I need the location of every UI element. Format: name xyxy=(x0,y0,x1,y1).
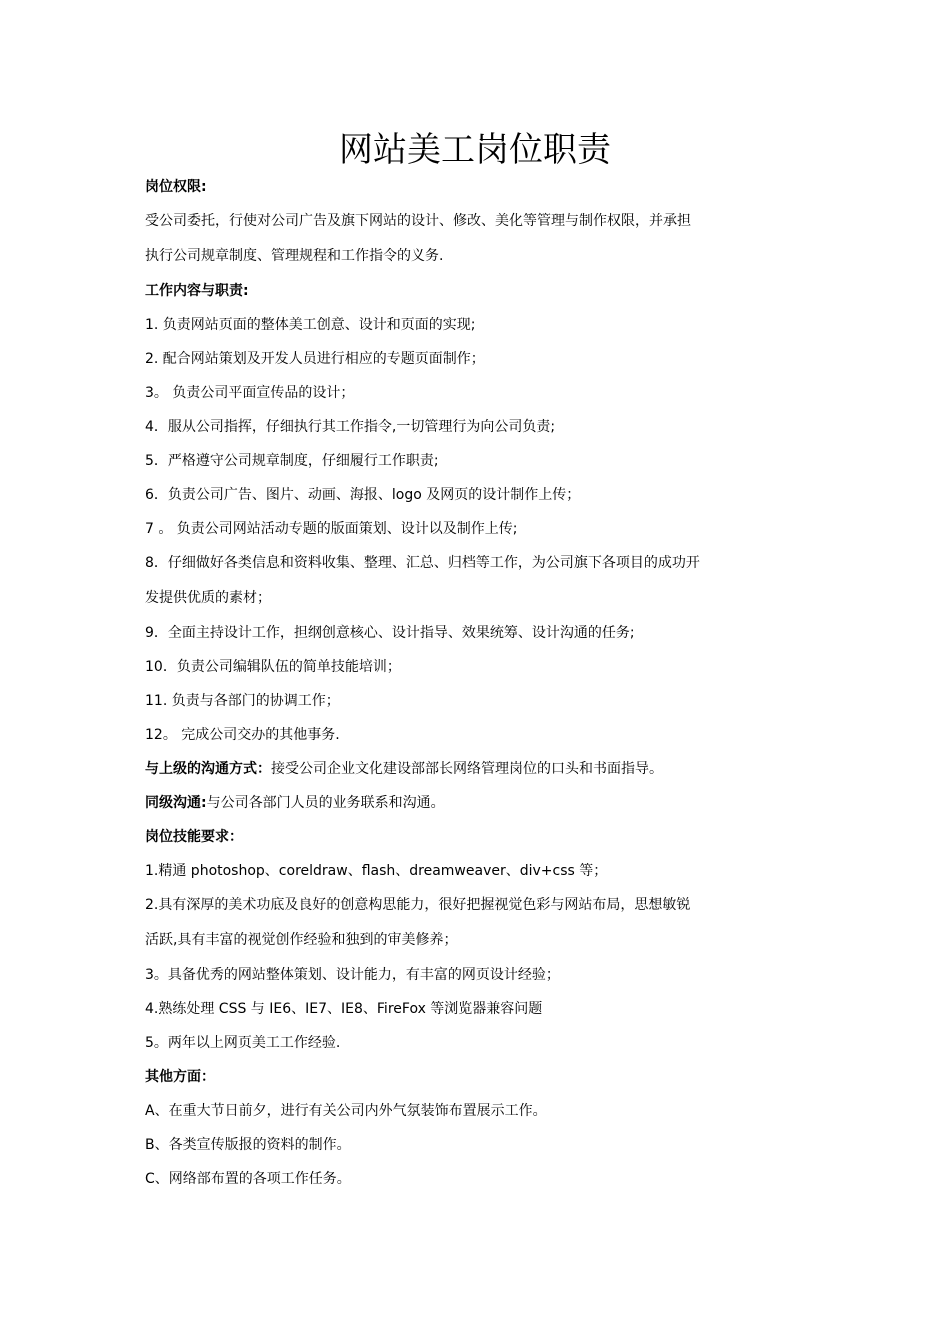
duty-item-12: 12。 完成公司交办的其他事务. xyxy=(145,727,340,743)
skills-heading: 岗位技能要求： xyxy=(145,829,243,845)
duty-item-8-line2: 发提供优质的素材； xyxy=(145,590,271,606)
upper-communication-text: 接受公司企业文化建设部部长网络管理岗位的口头和书面指导。 xyxy=(271,761,663,777)
duty-item-5: 5．严格遵守公司规章制度，仔细履行工作职责; xyxy=(145,453,439,469)
skill-item-2-line1: 2.具有深厚的美术功底及良好的创意构思能力，很好把握视觉色彩与网站布局，思想敏锐 xyxy=(145,897,691,913)
authority-heading: 岗位权限: xyxy=(145,179,207,195)
other-heading: 其他方面： xyxy=(145,1069,215,1085)
skill-item-4: 4.熟练处理 CSS 与 IE6、IE7、IE8、FireFox 等浏览器兼容问题 xyxy=(145,1001,543,1017)
peer-communication-text: 与公司各部门人员的业务联系和沟通。 xyxy=(206,795,445,811)
duty-item-2: 2. 配合网站策划及开发人员进行相应的专题页面制作； xyxy=(145,351,485,367)
duty-item-3: 3。 负责公司平面宣传品的设计； xyxy=(145,385,355,401)
duty-item-1: 1. 负责网站页面的整体美工创意、设计和页面的实现; xyxy=(145,317,476,333)
duty-item-8-line1: 8．仔细做好各类信息和资料收集、整理、汇总、归档等工作，为公司旗下各项目的成功开 xyxy=(145,555,700,571)
skill-item-2-line2: 活跃,具有丰富的视觉创作经验和独到的审美修养； xyxy=(145,932,458,948)
other-item-b: B、各类宣传版报的资料的制作。 xyxy=(145,1137,351,1153)
document-title: 网站美工岗位职责 xyxy=(339,130,611,170)
authority-text-line1: 受公司委托，行使对公司广告及旗下网站的设计、修改、美化等管理与制作权限，并承担 xyxy=(145,213,691,229)
duty-item-10: 10．负责公司编辑队伍的简单技能培训； xyxy=(145,659,401,675)
other-item-a: A、在重大节日前夕，进行有关公司内外气氛装饰布置展示工作。 xyxy=(145,1103,547,1119)
duty-item-6: 6．负责公司广告、图片、动画、海报、logo 及网页的设计制作上传； xyxy=(145,487,581,503)
upper-communication xyxy=(145,752,810,786)
duties-heading: 工作内容与职责: xyxy=(145,283,249,299)
upper-communication-label: 与上级的沟通方式： xyxy=(145,761,271,777)
other-item-c: C、网络部布置的各项工作任务。 xyxy=(145,1171,351,1187)
skill-item-5: 5。两年以上网页美工工作经验. xyxy=(145,1035,341,1051)
skill-item-1: 1.精通 photoshop、coreldraw、flash、dreamweaver、div+css 等； xyxy=(145,863,608,879)
document-body xyxy=(145,170,810,1196)
peer-communication-label: 同级沟通: xyxy=(145,795,207,811)
duty-item-7: 7 。 负责公司网站活动专题的版面策划、设计以及制作上传; xyxy=(145,521,518,537)
duty-item-11: 11. 负责与各部门的协调工作； xyxy=(145,693,340,709)
peer-communication xyxy=(145,786,810,820)
duty-item-4: 4．服从公司指挥，仔细执行其工作指令,一切管理行为向公司负责; xyxy=(145,419,556,435)
skill-item-3: 3。具备优秀的网站整体策划、设计能力，有丰富的网页设计经验； xyxy=(145,967,560,983)
authority-text-line2: 执行公司规章制度、管理规程和工作指令的义务. xyxy=(145,248,444,264)
duty-item-9: 9．全面主持设计工作，担纲创意核心、设计指导、效果统筹、设计沟通的任务; xyxy=(145,625,635,641)
